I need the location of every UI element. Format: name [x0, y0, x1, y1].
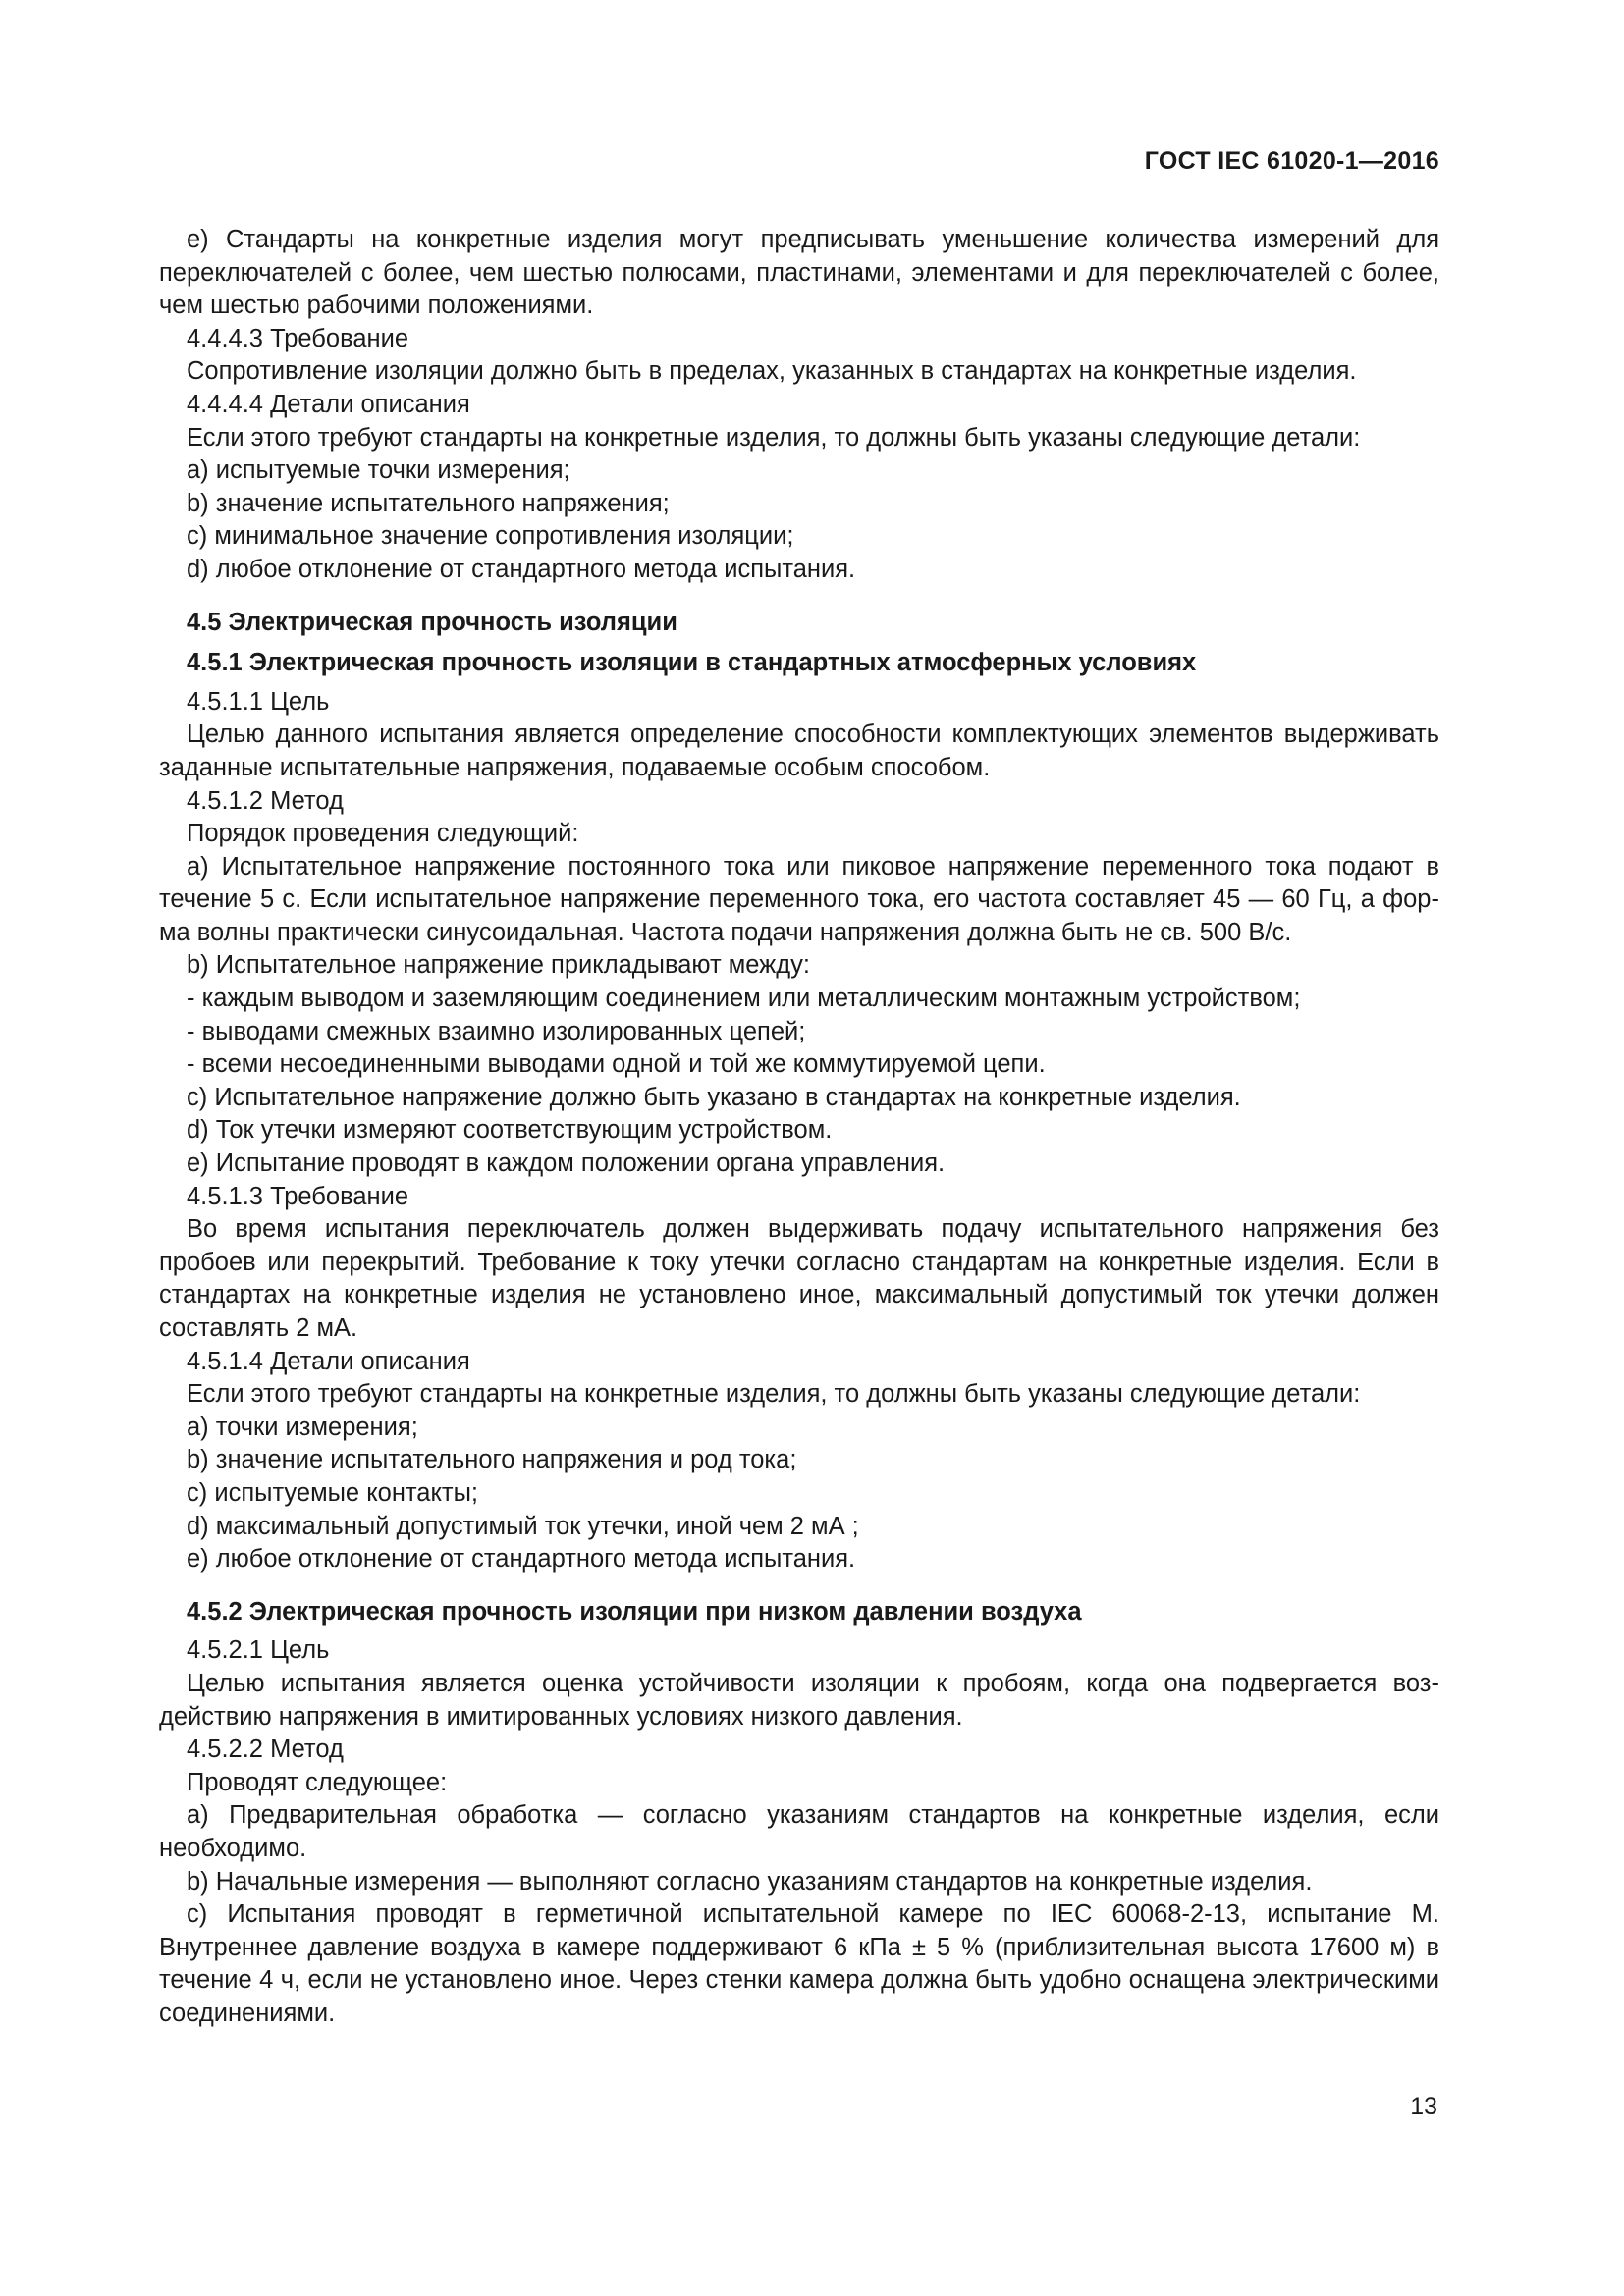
standard-code-header: ГОСТ IEC 61020-1—2016: [1144, 147, 1439, 175]
clause-4-5-1-1-title: 4.5.1.1 Цель: [187, 687, 330, 716]
list-item: c) Испытательное напряжение должно быть указано в стандартах на конкретные изделия.: [187, 1083, 1241, 1111]
clause-4-5-2-2-item-c: c) Испытания проводят в герметичной испытательной камере по IEC 60068-2-13, испытание М. Внутреннее давление воздуха в камере поддерживают 6 кПа ± 5 % (приблизительная высота 17600 м) в течение 4 ч, если не установлено иное. Через стенки камера должна быть удобно оснащена электрическими соединениями.: [159, 1900, 1439, 2027]
clause-4-5-2-1-title: 4.5.2.1 Цель: [187, 1636, 330, 1665]
list-item: e) любое отклонение от стандартного метода испытания.: [187, 1545, 856, 1574]
clause-4-4-4-4-title: 4.4.4.4 Детали описания: [187, 390, 470, 418]
paragraph-item-e-reduction: e) Стандарты на конкретные изделия могут предписывать уменьшение количества измерений для переключателей с более, чем шестью полюсами, пластинами, элементами и для переключателей с более, чем шестью рабочими положениями.: [159, 226, 1439, 320]
clause-4-5-1-4-intro: Если этого требуют стандарты на конкретные изделия, то должны быть указаны следующие детали:: [187, 1380, 1361, 1409]
section-4-5-1-heading: 4.5.1 Электрическая прочность изоляции в стандартных атмосферных условиях: [187, 649, 1197, 677]
list-item: c) минимальное значение сопротивления изоляции;: [187, 522, 794, 551]
clause-4-5-1-3-title: 4.5.1.3 Требование: [187, 1182, 409, 1210]
list-item: b) значение испытательного напряжения;: [187, 489, 670, 517]
clause-4-4-4-3-text: Сопротивление изоляции должно быть в пределах, указанных в стандартах на конкретные изделия.: [187, 357, 1357, 386]
clause-4-5-2-2-item-a: a) Предварительная обработка — согласно указаниям стандартов на конкретные изделия, если необходимо.: [159, 1801, 1439, 1862]
list-item: d) любое отклонение от стандартного метода испытания.: [187, 555, 856, 583]
list-item: b) значение испытательного напряжения и род тока;: [187, 1446, 797, 1474]
clause-4-4-4-3-title: 4.4.4.3 Требование: [187, 324, 409, 352]
clause-4-5-1-2-item-b: b) Испытательное напряжение прикладывают между:: [187, 951, 810, 980]
clause-4-5-2-1-text: Целью испытания является оценка устойчивости изоляции к пробоям, когда она подвергается воздействию напряжения в имитированных условиях низкого давления.: [159, 1669, 1439, 1731]
clause-4-5-2-2-item-b: b) Начальные измерения — выполняют согласно указаниям стандартов на конкретные изделия.: [187, 1867, 1313, 1896]
clause-4-4-4-4-intro: Если этого требуют стандарты на конкретные изделия, то должны быть указаны следующие детали:: [187, 423, 1361, 452]
clause-4-5-1-2-title: 4.5.1.2 Метод: [187, 786, 344, 815]
clause-4-5-1-1-text: Целью данного испытания является определение способности комплектующих элементов выдерживать заданные испытательные напряжения, подаваемые особым способом.: [159, 721, 1439, 781]
clause-4-5-2-2-intro: Проводят следующее:: [187, 1768, 448, 1796]
page-number: 13: [1410, 2093, 1437, 2120]
list-item: a) испытуемые точки измерения;: [187, 456, 570, 485]
list-item: d) Ток утечки измеряют соответствующим устройством.: [187, 1116, 833, 1145]
section-4-5-2-heading: 4.5.2 Электрическая прочность изоляции при низком давлении воздуха: [187, 1597, 1082, 1626]
list-item: a) точки измерения;: [187, 1413, 418, 1441]
clause-4-5-2-2-title: 4.5.2.2 Метод: [187, 1735, 344, 1764]
clause-4-5-1-4-title: 4.5.1.4 Детали описания: [187, 1347, 470, 1375]
clause-4-5-1-2-item-a: a) Испытательное напряжение постоянного тока или пиковое напряжение переменного тока подают в течение 5 с. Если испытательное напряжение переменного тока, его частота составляет 45 — 60 Гц, а форма волны практически синусоидальная. Частота подачи напряжения должна быть не св. 500 В/с.: [159, 852, 1439, 946]
clause-4-5-1-3-text: Во время испытания переключатель должен выдерживать подачу испытательного напряжения без пробоев или перекрытий. Требование к току утечки согласно стандартам на конкретные изделия. Если в стандартах на конкретные изделия не установлено иное, максимальный допустимый ток утечки должен составлять 2 мА.: [159, 1215, 1439, 1342]
list-item: - выводами смежных взаимно изолированных цепей;: [187, 1017, 806, 1045]
section-4-5-heading: 4.5 Электрическая прочность изоляции: [187, 608, 677, 636]
list-item: - каждым выводом и заземляющим соединением или металлическим монтажным устройством;: [187, 985, 1301, 1013]
list-item: d) максимальный допустимый ток утечки, иной чем 2 мА ;: [187, 1512, 859, 1540]
list-item: e) Испытание проводят в каждом положении органа управления.: [187, 1149, 946, 1178]
list-item: c) испытуемые контакты;: [187, 1478, 479, 1507]
list-item: - всеми несоединенными выводами одной и той же коммутируемой цепи.: [187, 1050, 1046, 1079]
clause-4-5-1-2-intro: Порядок проведения следующий:: [187, 820, 579, 848]
document-body: [159, 224, 1439, 2030]
